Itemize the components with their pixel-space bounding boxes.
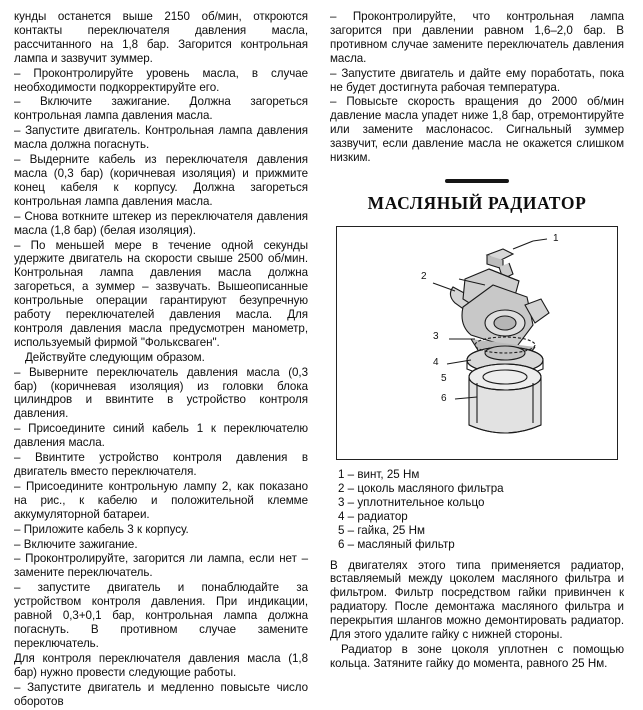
paragraph: – Включите зажигание. Должна загореться контрольная лампа давления масла. — [14, 95, 308, 123]
paragraph: Для контроля переключателя давления масла (1,8 бар) нужно провести следующие работы. — [14, 651, 308, 679]
left-column — [14, 10, 310, 708]
paragraph: – Запустите двигатель и медленно повысьте число оборотов — [14, 680, 308, 708]
right-column — [328, 10, 624, 704]
paragraph: – Запустите двигатель и дайте ему поработать, пока не будет достигнута рабочая температура. — [330, 66, 624, 94]
paragraph: – Присоедините синий кабель 1 к переключателю давления масла. — [14, 422, 308, 450]
paragraph: – Включите зажигание. — [14, 537, 138, 551]
legend-item: 2 – цоколь масляного фильтра — [338, 482, 504, 496]
figure-legend — [330, 468, 624, 553]
paragraph: – Снова воткните штекер из переключателя давления масла (1,8 бар) (белая изоляция). — [14, 209, 308, 237]
callout-4: 4 — [433, 356, 439, 368]
section-divider — [445, 179, 509, 183]
legend-item: 6 – масляный фильтр — [338, 538, 455, 552]
paragraph: – Выдерните кабель из переключателя давления масла (0,3 бар) (коричневая изоляция) и прижмите конец кабеля к корпусу. Должна загореться контрольная лампа давления масла. — [14, 153, 308, 208]
paragraph: – Запустите двигатель. Контрольная лампа давления масла должна погаснуть. — [14, 124, 308, 152]
paragraph: – Проконтролируйте, загорится ли лампа, если нет – замените переключатель. — [14, 552, 308, 580]
paragraph: – Выверните переключатель давления масла (0,3 бар) (коричневая изоляция) из головки блока цилиндров и ввинтите в устройство контроля давления. — [14, 365, 308, 421]
paragraph: – Приложите кабель 3 к корпусу. — [14, 522, 189, 536]
callout-5: 5 — [441, 372, 447, 384]
legend-item: 3 – уплотнительное кольцо — [338, 496, 485, 510]
paragraph: – Повысьте скорость вращения до 2000 об/мин давление масла упадет ниже 1,8 бар, отремонтируйте или замените маслонасос. Сигнальный зуммер зазвучит, если давление масла не окажется слишком низким. — [330, 95, 624, 165]
paragraph: – Проконтролируйте, что контрольная лампа загорится при давлении равном 1,6–2,0 бар. В противном случае замените переключатель давления масла. — [330, 10, 624, 65]
callout-3: 3 — [433, 330, 439, 342]
callout-6: 6 — [441, 392, 447, 404]
paragraph: – Проконтролируйте уровень масла, в случае необходимости подкорректируйте его. — [14, 66, 308, 94]
paragraph: – запустите двигатель и понаблюдайте за устройством контроля давления. При индикации, равной 0,3+0,1 бар, контрольная лампа должна погаснуть. В противном случае замените переключатель. — [14, 581, 308, 650]
callout-1: 1 — [553, 232, 559, 244]
oil-cooler-figure — [336, 226, 618, 460]
legend-item: 1 – винт, 25 Нм — [338, 467, 420, 481]
paragraph: Действуйте следующим образом. — [25, 350, 205, 364]
page-title: МАСЛЯНЫЙ РАДИАТОР — [367, 192, 587, 213]
paragraph: кунды останется выше 2150 об/мин, откроются контакты переключателя давления масла, рассчитанного на 1,8 бар. Загорится контрольная лампа и зазвучит зуммер. — [14, 10, 308, 65]
paragraph: В двигателях этого типа применяется радиатор, вставляемый между цоколем масляного фильтра и фильтром. Фильтр посредством гайки привинчен к радиатору. После демонтажа масляного фильтра и перекрытия шлангов можно демонтировать радиатор. Для этого удалите гайку с нижней стороны. — [330, 558, 624, 642]
legend-item: 4 – радиатор — [338, 510, 408, 524]
paragraph: – По меньшей мере в течение одной секунды удержите двигатель на скорости свыше 2500 об/мин. Контрольная лампа давления масла должна загореться, а зуммер – зазвучать. Вышеописанные контрольные операции гарантируют безупречную работу переключателей давления масла. Для контроля давления масла предусмотрен манометр, используемый фирмой "Фольксваген". — [14, 238, 308, 349]
legend-item: 5 – гайка, 25 Нм — [338, 524, 425, 538]
paragraph: – Ввинтите устройство контроля давления в двигатель вместо переключателя. — [14, 451, 308, 478]
paragraph: Радиатор в зоне цоколя уплотнен с помощью кольца. Затяните гайку до момента, равного 25 Нм. — [330, 642, 624, 670]
paragraph: – Присоедините контрольную лампу 2, как показано на рис., к кабелю и положительной клемме аккумуляторной батареи. — [14, 479, 308, 521]
callout-2: 2 — [421, 270, 427, 282]
oil-cooler-diagram — [337, 227, 629, 457]
